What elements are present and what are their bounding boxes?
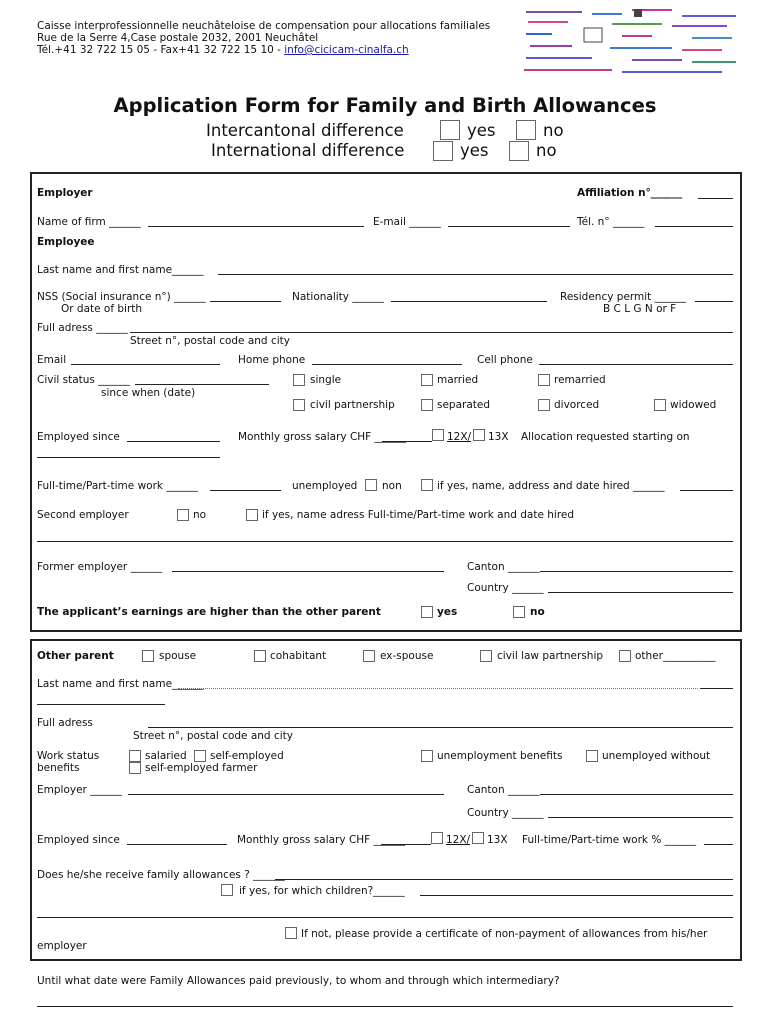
canton-label: Canton ______ xyxy=(467,561,540,573)
nss-label: NSS (Social insurance n°) ______ xyxy=(37,291,206,303)
org-contact xyxy=(37,44,409,56)
second-employer-details-input[interactable] xyxy=(37,541,733,542)
civil-partnership-label: civil partnership xyxy=(310,399,395,411)
separated-checkbox[interactable] xyxy=(421,399,433,411)
nationality-label: Nationality ______ xyxy=(292,291,384,303)
second-employer-no-label: no xyxy=(193,509,207,521)
earnings-no-label: no xyxy=(530,606,545,618)
self-employed-label: self-employed xyxy=(210,750,284,762)
self-employed-farmer-label: self-employed farmer xyxy=(145,762,258,774)
other-parent-fulltime-label: Full-time/Part-time work % ______ xyxy=(522,834,697,846)
remarried-label: remarried xyxy=(554,374,606,386)
international-no-label: no xyxy=(536,141,557,160)
employee-address-label: Full adress ______ xyxy=(37,322,128,334)
other-parent-employer-input[interactable] xyxy=(128,794,444,795)
ex-spouse-label: ex-spouse xyxy=(380,650,434,662)
non-payment-certificate-label: If not, please provide a certificate of non-payment of allowances from his/her xyxy=(301,928,708,940)
firm-name-input[interactable] xyxy=(148,226,364,227)
work-status-benefits-label: benefits xyxy=(37,762,80,774)
widowed-label: widowed xyxy=(670,399,717,411)
single-label: single xyxy=(310,374,342,386)
single-checkbox[interactable] xyxy=(293,374,305,386)
work-status-label: Work status xyxy=(37,750,100,762)
unemployed-non-label: non xyxy=(382,480,402,492)
since-when-hint: since when (date) xyxy=(101,387,196,399)
intercantonal-no-label: no xyxy=(543,121,564,140)
salaried-label: salaried xyxy=(145,750,187,762)
second-employer-label: Second employer xyxy=(37,509,129,521)
widowed-checkbox[interactable] xyxy=(654,399,666,411)
other-parent-heading: Other parent xyxy=(37,650,114,662)
non-payment-certificate-checkbox[interactable] xyxy=(285,927,297,939)
employee-email-input[interactable] xyxy=(71,364,220,365)
country-input[interactable] xyxy=(548,592,733,593)
affiliation-field[interactable]: Affiliation n°______ xyxy=(577,187,683,199)
salary-13x-checkbox[interactable] xyxy=(473,429,485,441)
divorced-checkbox[interactable] xyxy=(538,399,550,411)
earnings-yes-checkbox[interactable] xyxy=(421,606,433,618)
receives-allowances-label: Does he/she receive family allowances ? ______ xyxy=(37,869,285,881)
ex-spouse-checkbox[interactable] xyxy=(363,650,375,662)
for-children-checkbox[interactable] xyxy=(221,884,233,896)
cell-phone-label: Cell phone xyxy=(477,354,533,366)
salary-13x-label: 13X xyxy=(488,431,509,443)
other-parent-salary-label: Monthly gross salary CHF ______ xyxy=(237,834,406,846)
spouse-checkbox[interactable] xyxy=(142,650,154,662)
spouse-label: spouse xyxy=(159,650,197,662)
other-parent-name-input-2[interactable] xyxy=(37,704,165,705)
for-children-input[interactable] xyxy=(420,895,733,896)
intercantonal-yes-checkbox[interactable] xyxy=(440,120,460,140)
intercantonal-no-checkbox[interactable] xyxy=(516,120,536,140)
country-label: Country ______ xyxy=(467,582,544,594)
allocation-start-label: Allocation requested starting on xyxy=(521,431,690,443)
home-phone-label: Home phone xyxy=(238,354,306,366)
international-yes-checkbox[interactable] xyxy=(433,141,453,161)
org-email-link[interactable]: info@cicicam-cinalfa.ch xyxy=(284,44,409,56)
unemployed-without-label: unemployed without xyxy=(602,750,711,762)
employee-email-label: Email xyxy=(37,354,67,366)
married-label: married xyxy=(437,374,479,386)
other-parent-address-input[interactable] xyxy=(148,727,733,728)
second-employer-yes-checkbox[interactable] xyxy=(246,509,258,521)
other-parent-canton-input[interactable] xyxy=(540,794,733,795)
fulltime-input[interactable] xyxy=(210,490,281,491)
unemployed-yes-checkbox[interactable] xyxy=(421,479,433,491)
unemployed-without-checkbox[interactable] xyxy=(586,750,598,762)
second-employer-details-label: if yes, name adress Full-time/Part-time work and date hired xyxy=(262,509,575,521)
fulltime-label: Full-time/Part-time work ______ xyxy=(37,480,198,492)
civil-status-label: Civil status ______ xyxy=(37,374,130,386)
international-no-checkbox[interactable] xyxy=(509,141,529,161)
civil-law-partnership-checkbox[interactable] xyxy=(480,650,492,662)
hired-details-label: if yes, name, address and date hired ______ xyxy=(437,480,665,492)
other-parent-employed-since-label: Employed since xyxy=(37,834,120,846)
other-parent-employed-since-input[interactable] xyxy=(127,844,227,845)
unemployment-benefits-label: unemployment benefits xyxy=(437,750,563,762)
other-parent-name-dots xyxy=(178,688,698,689)
unemployed-non-checkbox[interactable] xyxy=(365,479,377,491)
previous-allowances-input[interactable] xyxy=(37,1006,733,1007)
intercantonal-yes-label: yes xyxy=(467,121,496,140)
employed-since-input[interactable] xyxy=(127,441,220,442)
other-parent-name-label: Last name and first name______ xyxy=(37,678,204,690)
dob-label: Or date of birth xyxy=(61,303,143,315)
other-parent-salary-input[interactable] xyxy=(381,844,431,845)
remarried-checkbox[interactable] xyxy=(538,374,550,386)
unemployment-benefits-checkbox[interactable] xyxy=(421,750,433,762)
allocation-start-input[interactable] xyxy=(37,457,220,458)
org-name: Caisse interprofessionnelle neuchâteloise de compensation pour allocations familiales xyxy=(37,20,491,32)
civil-status-input[interactable] xyxy=(135,384,269,385)
cell-phone-input[interactable] xyxy=(539,364,733,365)
earnings-no-checkbox[interactable] xyxy=(513,606,525,618)
other-parent-address-label: Full adress xyxy=(37,717,93,729)
second-employer-no-checkbox[interactable] xyxy=(177,509,189,521)
nss-input[interactable] xyxy=(210,301,281,302)
divorced-label: divorced xyxy=(554,399,600,411)
residency-types-hint: B C L G N or F xyxy=(603,303,677,315)
monthly-salary-input[interactable] xyxy=(382,441,432,442)
cohabitant-checkbox[interactable] xyxy=(254,650,266,662)
salary-12x-label: 12X/ xyxy=(447,431,472,443)
international-label: International difference xyxy=(211,141,405,160)
international-yes-label: yes xyxy=(460,141,489,160)
nationality-input[interactable] xyxy=(391,301,547,302)
other-parent-12x-checkbox[interactable] xyxy=(431,832,443,844)
employee-heading: Employee xyxy=(37,236,95,248)
other-parent-fulltime-input[interactable] xyxy=(704,844,733,845)
other-parent-canton-label: Canton ______ xyxy=(467,784,540,796)
former-employer-input[interactable] xyxy=(172,571,444,572)
employer-email-label: E-mail ______ xyxy=(373,216,441,228)
employer-heading: Employer xyxy=(37,187,93,199)
other-parent-country-input[interactable] xyxy=(548,817,733,818)
married-checkbox[interactable] xyxy=(421,374,433,386)
monthly-salary-label: Monthly gross salary CHF ______ xyxy=(238,431,407,443)
employee-address-hint: Street n°, postal code and city xyxy=(130,335,290,347)
page-title: Application Form for Family and Birth Allowances xyxy=(113,94,657,117)
other-relation-checkbox[interactable] xyxy=(619,650,631,662)
salaried-checkbox[interactable] xyxy=(129,750,141,762)
employee-name-label: Last name and first name______ xyxy=(37,264,204,276)
earnings-higher-label: The applicant’s earnings are higher than the other parent xyxy=(37,606,381,618)
firm-name-label: Name of firm ______ xyxy=(37,216,141,228)
hired-details-input[interactable] xyxy=(680,490,733,491)
other-parent-13x-label: 13X xyxy=(487,834,508,846)
separated-label: separated xyxy=(437,399,491,411)
org-address: Rue de la Serre 4,Case postale 2032, 2001 Neuchâtel xyxy=(37,32,319,44)
organization-logo xyxy=(522,6,740,78)
other-parent-country-label: Country ______ xyxy=(467,807,544,819)
receives-allowances-input[interactable] xyxy=(275,879,733,880)
residency-permit-label: Residency permit ______ xyxy=(560,291,687,303)
other-relation-label: other__________ xyxy=(635,650,716,662)
earnings-yes-label: yes xyxy=(437,606,458,618)
for-children-input-2[interactable] xyxy=(37,917,733,918)
org-phone-fax: Tél.+41 32 722 15 05 - Fax+41 32 722 15 10 - xyxy=(37,44,285,56)
self-employed-checkbox[interactable] xyxy=(194,750,206,762)
other-parent-name-input[interactable] xyxy=(700,688,733,689)
employer-tel-input[interactable] xyxy=(655,226,733,227)
other-parent-employer-label: Employer ______ xyxy=(37,784,122,796)
canton-input[interactable] xyxy=(540,571,733,572)
civil-law-partnership-label: civil law partnership xyxy=(497,650,604,662)
home-phone-input[interactable] xyxy=(312,364,462,365)
employee-address-input[interactable] xyxy=(130,332,733,333)
employer-tel-label: Tél. n° ______ xyxy=(577,216,645,228)
other-parent-address-hint: Street n°, postal code and city xyxy=(133,730,293,742)
intercantonal-label: Intercantonal difference xyxy=(206,121,404,140)
residency-permit-input[interactable] xyxy=(695,301,733,302)
cohabitant-label: cohabitant xyxy=(270,650,327,662)
unemployed-label: unemployed xyxy=(292,480,358,492)
former-employer-label: Former employer ______ xyxy=(37,561,163,573)
other-parent-13x-checkbox[interactable] xyxy=(472,832,484,844)
employee-name-input[interactable] xyxy=(218,274,733,275)
employer-email-input[interactable] xyxy=(448,226,570,227)
previous-allowances-question: Until what date were Family Allowances paid previously, to whom and through which intermediary? xyxy=(37,975,560,987)
non-payment-certificate-label-cont: employer xyxy=(37,940,87,952)
affiliation-line[interactable] xyxy=(698,198,733,199)
for-children-label: if yes, for which children?______ xyxy=(239,885,405,897)
self-employed-farmer-checkbox[interactable] xyxy=(129,762,141,774)
salary-12x-checkbox[interactable] xyxy=(432,429,444,441)
civil-partnership-checkbox[interactable] xyxy=(293,399,305,411)
other-parent-12x-label: 12X/ xyxy=(446,834,471,846)
employed-since-label: Employed since xyxy=(37,431,120,443)
